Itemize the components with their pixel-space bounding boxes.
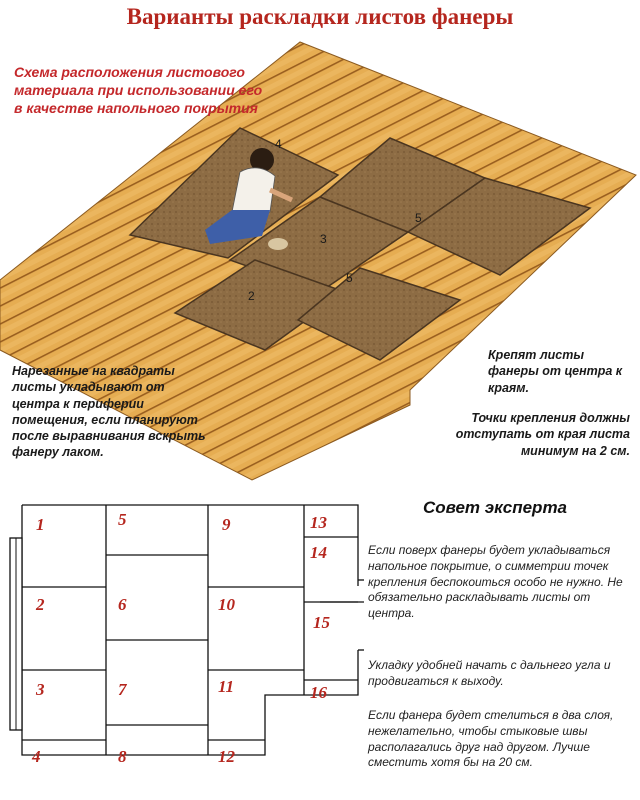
right-note-fastening: Крепят листы фанеры от центра к краям. (488, 348, 623, 395)
plan-number: 1 (36, 515, 45, 534)
plan-number: 4 (32, 747, 41, 766)
plan-number: 8 (118, 747, 127, 766)
page-title: Варианты раскладки листов фанеры (126, 4, 514, 29)
plan-number: 3 (36, 680, 45, 699)
sheet-layout-plan (0, 490, 365, 800)
plan-number: 10 (218, 595, 235, 614)
plan-number: 5 (118, 510, 127, 529)
right-note-edge-distance: Точки крепления должны отступать от края листа минимум на 2 см. (455, 411, 630, 458)
sheet-label: 4 (275, 137, 282, 151)
sheet-label: 3 (320, 232, 327, 246)
plan-number: 6 (118, 595, 127, 614)
plan-number: 7 (118, 680, 127, 699)
plan-number: 15 (313, 613, 330, 632)
advice-paragraph-3: Если фанера будет стелиться в два слоя, нежелательно, чтобы стыковые швы располагались друг над другом. Лучше сместить хотя бы на 20 см. (368, 708, 614, 770)
plan-number: 13 (310, 513, 327, 532)
plan-number: 2 (36, 595, 45, 614)
room-outline (22, 505, 358, 580)
advice-paragraph-1: Если поверх фанеры будет укладываться напольное покрытие, о симметрии точек крепления беспокоиться особо не нужно. Не обязательно раскладывать листы от центра. (368, 543, 623, 621)
sheet-label: 5 (346, 271, 353, 285)
sheet-label: 2 (248, 289, 255, 303)
plan-number: 9 (222, 515, 231, 534)
scheme-caption: Схема расположения листового материала при использовании его в качестве напольного покрытия (14, 64, 263, 117)
advice-title: Совет эксперта (422, 498, 568, 517)
sheet-label: 5 (415, 211, 422, 225)
left-note: Нарезанные на квадраты листы укладывают от центра к периферии помещения, если планируют после выравнивания вскрыть фанеру лаком. (12, 364, 206, 460)
advice-paragraph-2: Укладку удобней начать с дальнего угла и продвигаться к выходу. (368, 658, 611, 688)
plan-number: 11 (218, 677, 235, 696)
plan-number: 12 (218, 747, 235, 766)
plan-number: 16 (310, 683, 327, 702)
plan-number: 14 (310, 543, 327, 562)
